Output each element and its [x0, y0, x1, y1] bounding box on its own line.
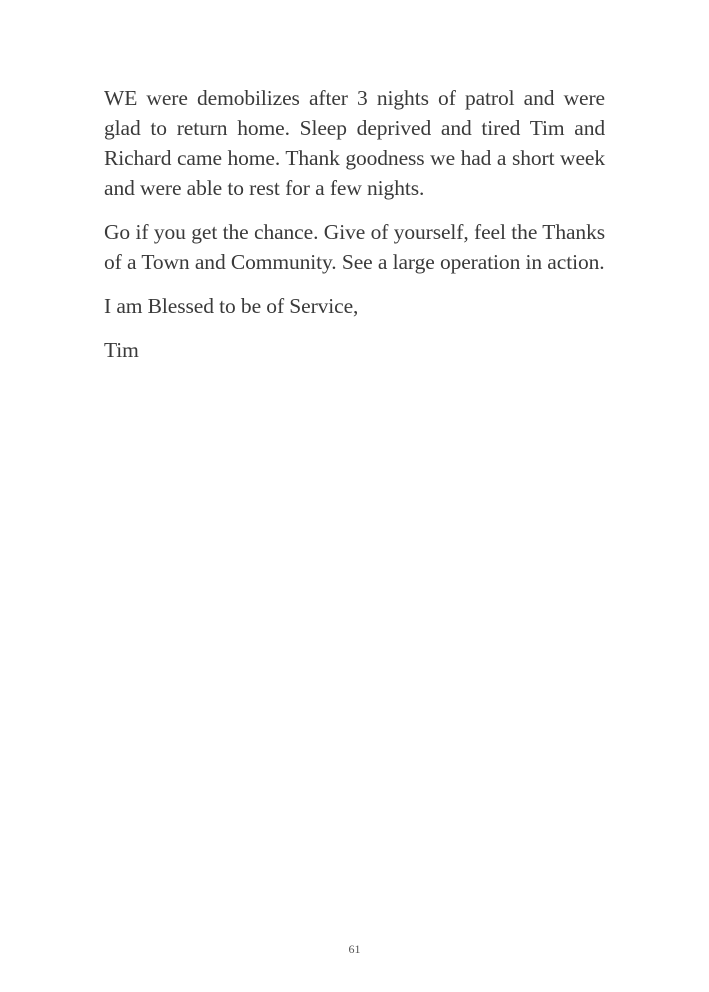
- body-paragraph: WE were demobilizes after 3 nights of patrol and were glad to return home. Sleep deprived and tired Tim and Richard came home. Thank goodness we had a short week and were able to rest for a few nights.: [104, 86, 605, 200]
- closing-line: I am Blessed to be of Service,: [104, 294, 359, 318]
- page-number: 61: [348, 942, 361, 956]
- page-body: [104, 83, 605, 379]
- signature: Tim: [104, 338, 139, 362]
- body-paragraph: Go if you get the chance. Give of yourself, feel the Thanks of a Town and Community. See a large operation in action.: [104, 220, 605, 274]
